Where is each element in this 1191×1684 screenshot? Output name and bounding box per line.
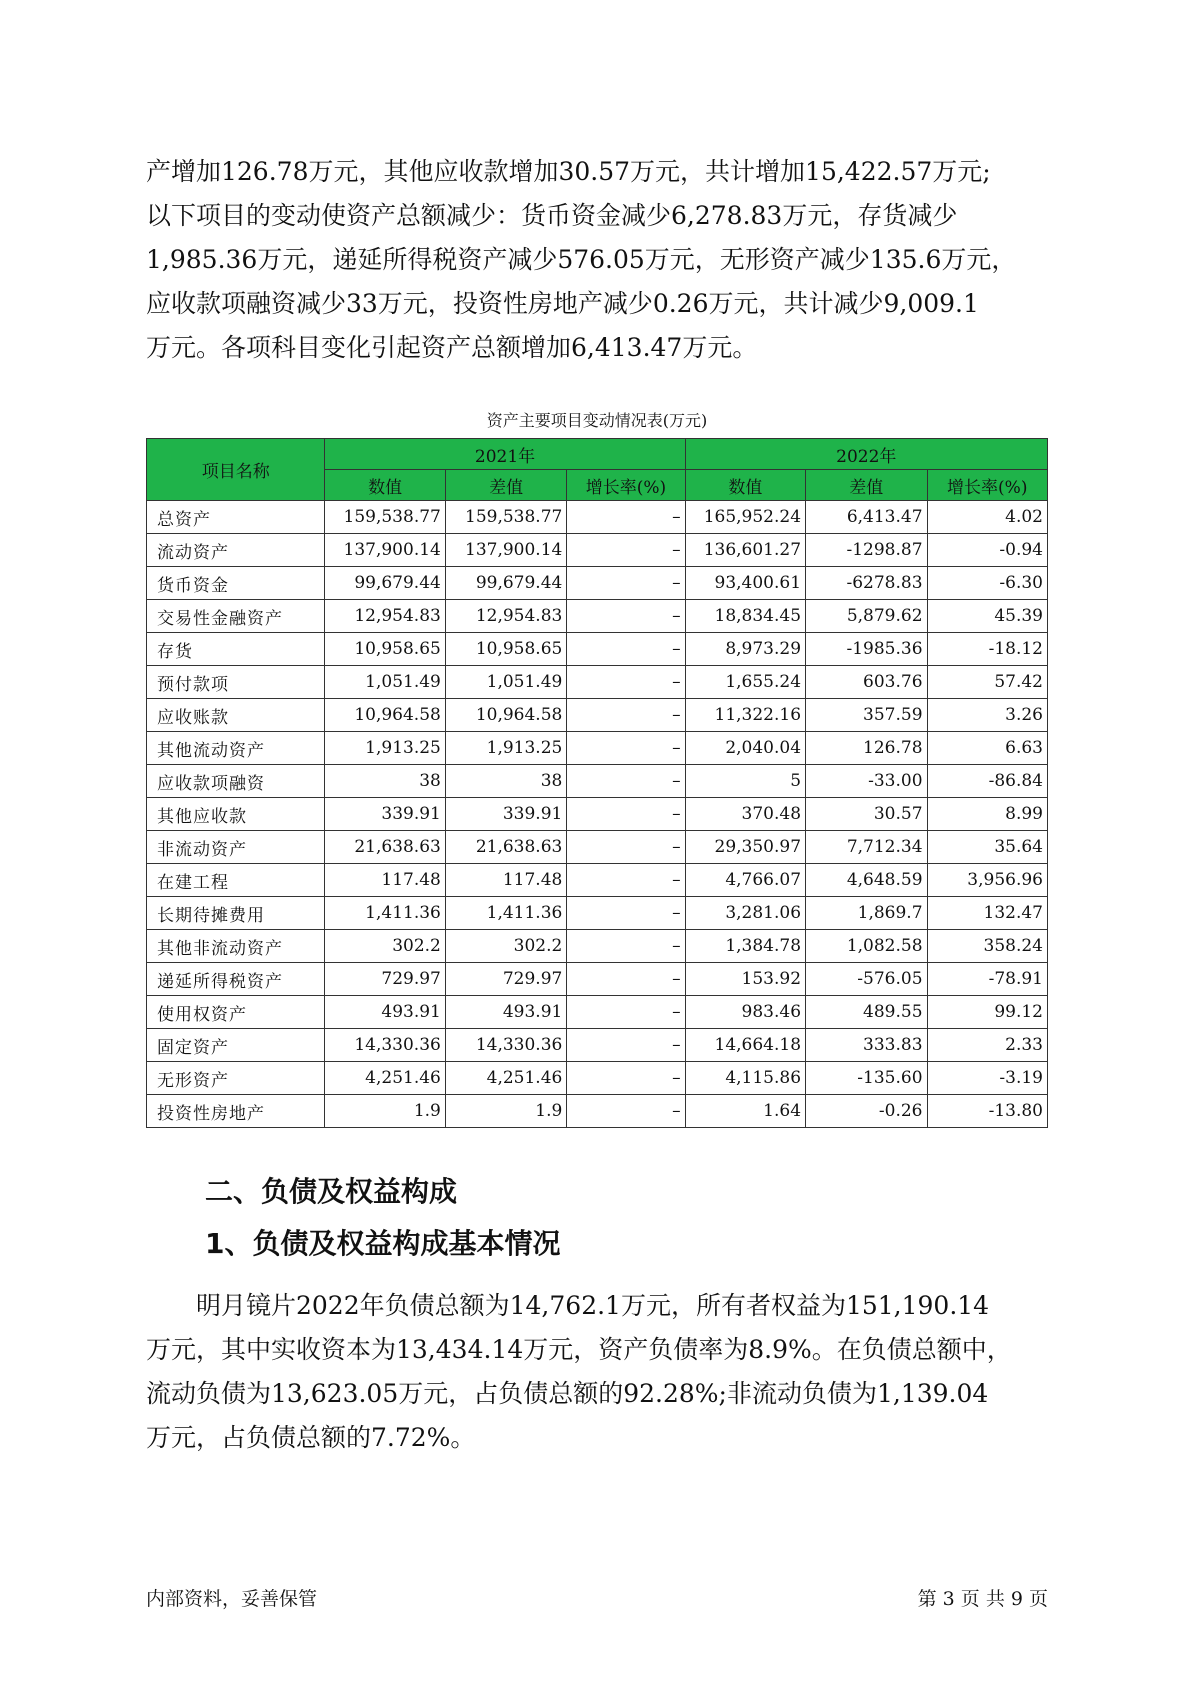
- row-value-cell: 302.2: [445, 930, 566, 963]
- table-body: [147, 501, 1048, 1128]
- table-row: [147, 567, 1048, 600]
- row-value-cell: 153.92: [685, 963, 805, 996]
- table-row: [147, 501, 1048, 534]
- row-value-cell: 137,900.14: [325, 534, 445, 567]
- row-value-cell: 159,538.77: [325, 501, 445, 534]
- row-value-cell: 11,322.16: [685, 699, 805, 732]
- row-value-cell: 983.46: [685, 996, 805, 1029]
- table-row: [147, 864, 1048, 897]
- row-value-cell: 12,954.83: [445, 600, 566, 633]
- row-value-cell: 159,538.77: [445, 501, 566, 534]
- row-value-cell: -6278.83: [806, 567, 927, 600]
- row-value-cell: 14,330.36: [445, 1029, 566, 1062]
- row-value-cell: 1,913.25: [325, 732, 445, 765]
- row-value-cell: 45.39: [927, 600, 1047, 633]
- header-year-2021: 2021年: [325, 439, 685, 470]
- row-value-cell: -6.30: [927, 567, 1047, 600]
- header-item-name: 项目名称: [147, 439, 325, 501]
- row-value-cell: –: [567, 1062, 685, 1095]
- row-value-cell: -18.12: [927, 633, 1047, 666]
- row-item-name: 递延所得税资产: [147, 963, 325, 996]
- row-value-cell: 10,964.58: [325, 699, 445, 732]
- header-difference: 差值: [445, 470, 566, 501]
- row-value-cell: –: [567, 534, 685, 567]
- asset-change-paragraph: [146, 150, 1048, 370]
- paragraph-line: 万元，占负债总额的7.72%。: [146, 1423, 476, 1452]
- row-value-cell: 1,913.25: [445, 732, 566, 765]
- row-item-name: 在建工程: [147, 864, 325, 897]
- row-value-cell: –: [567, 501, 685, 534]
- paragraph-line: 1,985.36万元，递延所得税资产减少576.05万元，无形资产减少135.6万元，: [146, 245, 1017, 274]
- row-item-name: 存货: [147, 633, 325, 666]
- row-value-cell: 3,956.96: [927, 864, 1047, 897]
- row-value-cell: –: [567, 798, 685, 831]
- row-value-cell: 6,413.47: [806, 501, 927, 534]
- row-item-name: 其他应收款: [147, 798, 325, 831]
- header-difference: 差值: [806, 470, 927, 501]
- row-value-cell: 4,251.46: [445, 1062, 566, 1095]
- row-value-cell: 12,954.83: [325, 600, 445, 633]
- row-value-cell: 38: [445, 765, 566, 798]
- row-value-cell: -0.94: [927, 534, 1047, 567]
- row-value-cell: –: [567, 567, 685, 600]
- row-value-cell: –: [567, 963, 685, 996]
- row-value-cell: -3.19: [927, 1062, 1047, 1095]
- row-item-name: 其他流动资产: [147, 732, 325, 765]
- table-row: [147, 633, 1048, 666]
- row-value-cell: 93,400.61: [685, 567, 805, 600]
- row-value-cell: 333.83: [806, 1029, 927, 1062]
- row-item-name: 固定资产: [147, 1029, 325, 1062]
- paragraph-line: 流动负债为13,623.05万元，占负债总额的92.28%;非流动负债为1,139.04: [146, 1379, 989, 1408]
- row-value-cell: -1298.87: [806, 534, 927, 567]
- row-value-cell: –: [567, 600, 685, 633]
- row-value-cell: 3,281.06: [685, 897, 805, 930]
- paragraph-line: 明月镜片2022年负债总额为14,762.1万元，所有者权益为151,190.14: [146, 1291, 990, 1320]
- row-value-cell: 18,834.45: [685, 600, 805, 633]
- row-value-cell: 4,648.59: [806, 864, 927, 897]
- row-value-cell: 35.64: [927, 831, 1047, 864]
- subsection-title: 1、负债及权益构成基本情况: [205, 1227, 561, 1260]
- row-value-cell: 1,411.36: [325, 897, 445, 930]
- row-value-cell: 4.02: [927, 501, 1047, 534]
- table-row: [147, 831, 1048, 864]
- table-row: [147, 666, 1048, 699]
- row-value-cell: 2,040.04: [685, 732, 805, 765]
- row-value-cell: 132.47: [927, 897, 1047, 930]
- row-value-cell: 603.76: [806, 666, 927, 699]
- row-value-cell: 5: [685, 765, 805, 798]
- row-value-cell: 1,051.49: [325, 666, 445, 699]
- table-row: [147, 897, 1048, 930]
- table-caption: 资产主要项目变动情况表(万元): [486, 411, 708, 430]
- table-row: [147, 699, 1048, 732]
- row-item-name: 货币资金: [147, 567, 325, 600]
- table-row: [147, 1029, 1048, 1062]
- row-value-cell: 493.91: [445, 996, 566, 1029]
- row-value-cell: 339.91: [325, 798, 445, 831]
- row-item-name: 无形资产: [147, 1062, 325, 1095]
- row-value-cell: 10,958.65: [325, 633, 445, 666]
- table-row: [147, 765, 1048, 798]
- row-value-cell: 21,638.63: [325, 831, 445, 864]
- row-item-name: 总资产: [147, 501, 325, 534]
- table-header: [147, 439, 1048, 501]
- row-value-cell: –: [567, 930, 685, 963]
- row-value-cell: 1,082.58: [806, 930, 927, 963]
- row-value-cell: 6.63: [927, 732, 1047, 765]
- paragraph-line: 应收款项融资减少33万元，投资性房地产减少0.26万元，共计减少9,009.1: [146, 289, 979, 318]
- row-value-cell: 4,251.46: [325, 1062, 445, 1095]
- row-value-cell: 1,384.78: [685, 930, 805, 963]
- row-value-cell: 30.57: [806, 798, 927, 831]
- row-value-cell: 1,655.24: [685, 666, 805, 699]
- table-row: [147, 1062, 1048, 1095]
- footer-confidential-note: 内部资料，妥善保管: [146, 1588, 318, 1610]
- table-row: [147, 996, 1048, 1029]
- row-value-cell: 136,601.27: [685, 534, 805, 567]
- row-value-cell: 1.64: [685, 1095, 805, 1128]
- header-growth-rate: 增长率(%): [927, 470, 1047, 501]
- row-item-name: 预付款项: [147, 666, 325, 699]
- row-value-cell: –: [567, 897, 685, 930]
- row-item-name: 应收账款: [147, 699, 325, 732]
- paragraph-line: 产增加126.78万元，其他应收款增加30.57万元，共计增加15,422.57万元;: [146, 157, 991, 186]
- row-value-cell: 21,638.63: [445, 831, 566, 864]
- row-value-cell: 14,330.36: [325, 1029, 445, 1062]
- row-value-cell: –: [567, 699, 685, 732]
- row-value-cell: –: [567, 1095, 685, 1128]
- row-value-cell: 57.42: [927, 666, 1047, 699]
- row-value-cell: 1.9: [445, 1095, 566, 1128]
- row-item-name: 交易性金融资产: [147, 600, 325, 633]
- row-value-cell: –: [567, 765, 685, 798]
- row-value-cell: –: [567, 666, 685, 699]
- row-value-cell: 7,712.34: [806, 831, 927, 864]
- row-value-cell: –: [567, 732, 685, 765]
- row-value-cell: 493.91: [325, 996, 445, 1029]
- paragraph-line: 以下项目的变动使资产总额减少：货币资金减少6,278.83万元，存货减少: [146, 201, 958, 230]
- row-value-cell: -1985.36: [806, 633, 927, 666]
- row-value-cell: 1,051.49: [445, 666, 566, 699]
- row-value-cell: 38: [325, 765, 445, 798]
- row-value-cell: -13.80: [927, 1095, 1047, 1128]
- row-value-cell: 2.33: [927, 1029, 1047, 1062]
- row-value-cell: 729.97: [325, 963, 445, 996]
- row-value-cell: 8,973.29: [685, 633, 805, 666]
- table-row: [147, 1095, 1048, 1128]
- table-row: [147, 600, 1048, 633]
- liability-equity-paragraph: [146, 1284, 1048, 1460]
- row-value-cell: 117.48: [325, 864, 445, 897]
- row-value-cell: -78.91: [927, 963, 1047, 996]
- row-value-cell: -0.26: [806, 1095, 927, 1128]
- row-value-cell: 302.2: [325, 930, 445, 963]
- table-row: [147, 798, 1048, 831]
- row-value-cell: 137,900.14: [445, 534, 566, 567]
- section-title: 二、负债及权益构成: [205, 1175, 458, 1208]
- header-year-2022: 2022年: [685, 439, 1047, 470]
- row-item-name: 其他非流动资产: [147, 930, 325, 963]
- header-value: 数值: [685, 470, 805, 501]
- row-value-cell: 10,964.58: [445, 699, 566, 732]
- row-value-cell: -86.84: [927, 765, 1047, 798]
- row-value-cell: 489.55: [806, 996, 927, 1029]
- row-value-cell: 99,679.44: [445, 567, 566, 600]
- asset-change-table: [146, 438, 1048, 1128]
- row-value-cell: 370.48: [685, 798, 805, 831]
- header-value: 数值: [325, 470, 445, 501]
- row-value-cell: 4,115.86: [685, 1062, 805, 1095]
- row-value-cell: 358.24: [927, 930, 1047, 963]
- row-value-cell: 29,350.97: [685, 831, 805, 864]
- row-item-name: 流动资产: [147, 534, 325, 567]
- row-value-cell: 8.99: [927, 798, 1047, 831]
- row-value-cell: 5,879.62: [806, 600, 927, 633]
- row-value-cell: –: [567, 864, 685, 897]
- row-value-cell: 10,958.65: [445, 633, 566, 666]
- row-value-cell: –: [567, 1029, 685, 1062]
- row-value-cell: 1.9: [325, 1095, 445, 1128]
- row-item-name: 应收款项融资: [147, 765, 325, 798]
- row-value-cell: 99.12: [927, 996, 1047, 1029]
- header-growth-rate: 增长率(%): [567, 470, 685, 501]
- table-row: [147, 930, 1048, 963]
- row-value-cell: 1,411.36: [445, 897, 566, 930]
- table-row: [147, 963, 1048, 996]
- row-item-name: 投资性房地产: [147, 1095, 325, 1128]
- row-value-cell: –: [567, 633, 685, 666]
- row-value-cell: 99,679.44: [325, 567, 445, 600]
- row-value-cell: 165,952.24: [685, 501, 805, 534]
- paragraph-line: 万元。各项科目变化引起资产总额增加6,413.47万元。: [146, 333, 758, 362]
- row-value-cell: –: [567, 996, 685, 1029]
- row-value-cell: -576.05: [806, 963, 927, 996]
- row-value-cell: –: [567, 831, 685, 864]
- footer-page-number: 第 3 页 共 9 页: [917, 1588, 1048, 1610]
- row-item-name: 长期待摊费用: [147, 897, 325, 930]
- row-value-cell: -135.60: [806, 1062, 927, 1095]
- table-row: [147, 534, 1048, 567]
- row-value-cell: 339.91: [445, 798, 566, 831]
- paragraph-line: 万元，其中实收资本为13,434.14万元，资产负债率为8.9%。在负债总额中，: [146, 1335, 1012, 1364]
- row-item-name: 使用权资产: [147, 996, 325, 1029]
- row-value-cell: 14,664.18: [685, 1029, 805, 1062]
- row-value-cell: 1,869.7: [806, 897, 927, 930]
- row-item-name: 非流动资产: [147, 831, 325, 864]
- row-value-cell: -33.00: [806, 765, 927, 798]
- row-value-cell: 357.59: [806, 699, 927, 732]
- row-value-cell: 729.97: [445, 963, 566, 996]
- row-value-cell: 117.48: [445, 864, 566, 897]
- row-value-cell: 3.26: [927, 699, 1047, 732]
- row-value-cell: 4,766.07: [685, 864, 805, 897]
- row-value-cell: 126.78: [806, 732, 927, 765]
- table-row: [147, 732, 1048, 765]
